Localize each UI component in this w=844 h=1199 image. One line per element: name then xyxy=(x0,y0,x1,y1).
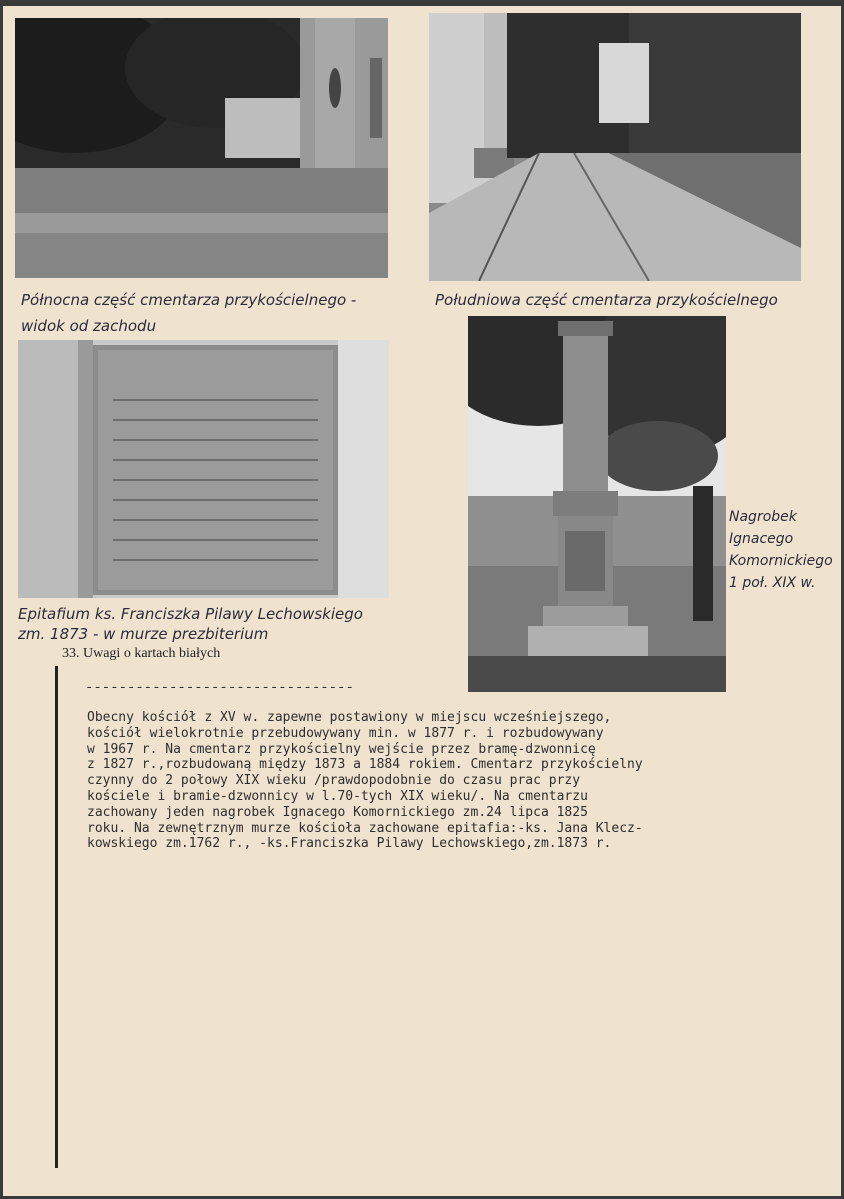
caption-north-cemetery xyxy=(21,289,356,337)
caption-line: Południowa część cmentarza przykościelnego xyxy=(435,291,778,309)
section-title: 33. Uwagi o kartach białych xyxy=(62,646,221,661)
caption-tomb xyxy=(729,506,833,594)
notes-line: Obecny kościół z XV w. zapewne postawiony w miejscu wcześniejszego, xyxy=(87,710,612,725)
section-rule: -------------------------------- xyxy=(85,680,354,696)
caption-line: Nagrobek xyxy=(729,509,797,525)
notes-line: kowskiego zm.1762 r., -ks.Franciszka Pilawy Lechowskiego,zm.1873 r. xyxy=(87,836,612,852)
caption-line: Epitafium ks. Franciszka Pilawy Lechowskiego xyxy=(18,605,363,623)
caption-line: Ignacego xyxy=(729,531,794,547)
photo-north-cemetery xyxy=(15,18,388,278)
notes-text xyxy=(87,710,827,852)
notes-line: roku. Na zewnętrznym murze kościoła zachowane epitafia:-ks. Jana Klecz- xyxy=(87,820,643,836)
caption-epitaph xyxy=(18,604,363,644)
notes-line: z 1827 r.,rozbudowaną między 1873 a 1884 rokiem. Cmentarz przykościelny xyxy=(87,757,643,773)
record-card xyxy=(3,6,841,1196)
caption-line: widok od zachodu xyxy=(21,317,157,335)
caption-south-cemetery xyxy=(435,289,778,311)
notes-line: kościół wielokrotnie przebudowywany min. w 1877 r. i rozbudowywany xyxy=(87,725,604,741)
caption-line: 1 poł. XIX w. xyxy=(729,575,816,591)
caption-line: Komornickiego xyxy=(729,553,833,569)
notes-line: zachowany jeden nagrobek Ignacego Komornickiego zm.24 lipca 1825 xyxy=(87,804,588,820)
photo-south-cemetery xyxy=(429,13,801,281)
photo-epitaph xyxy=(18,340,389,598)
notes-line: w 1967 r. Na cmentarz przykościelny wejście przez bramę-dzwonnicę xyxy=(87,741,596,757)
notes-line: czynny do 2 połowy XIX wieku /prawdopodobnie do czasu prac przy xyxy=(87,773,581,789)
margin-line xyxy=(55,666,58,1168)
notes-line: kościele i bramie-dzwonnicy w l.70-tych XIX wieku/. Na cmentarzu xyxy=(87,788,588,804)
caption-line: zm. 1873 - w murze prezbiterium xyxy=(18,625,269,643)
caption-line: Północna część cmentarza przykościelnego - xyxy=(21,291,357,309)
photo-tomb xyxy=(468,316,726,692)
